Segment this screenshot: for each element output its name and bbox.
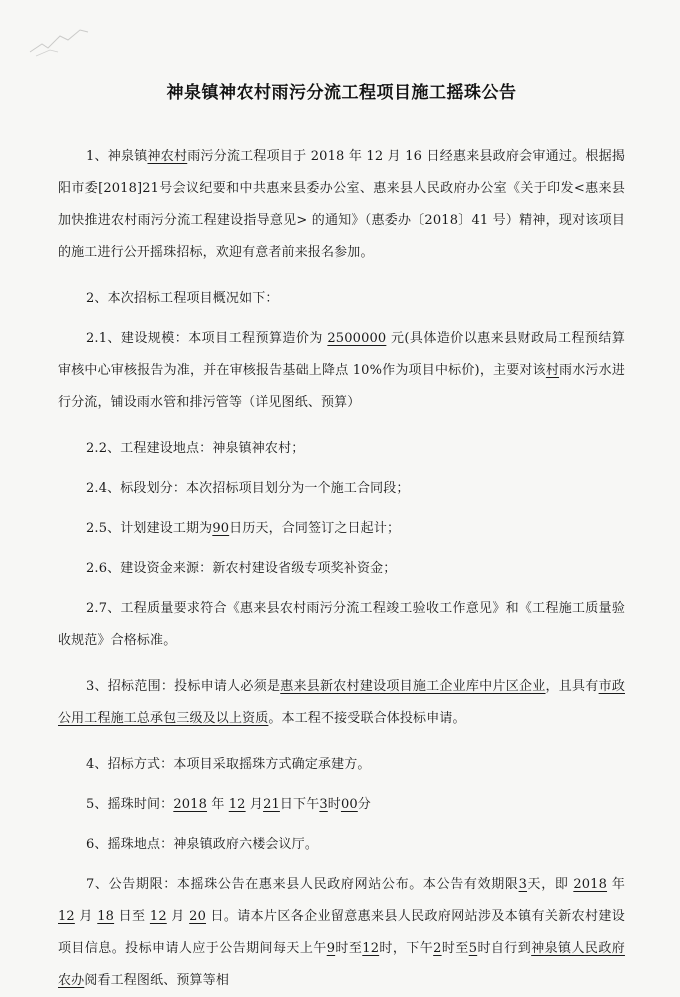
section-6: 6、摇珠地点：神泉镇政府六楼会议厅。 bbox=[86, 837, 318, 852]
scan-artifact-mark bbox=[28, 22, 98, 58]
section-2-4: 2.4、标段划分：本次招标项目划分为一个施工合同段； bbox=[86, 481, 410, 496]
section-2-6: 2.6、建设资金来源：新农村建设省级专项奖补资金； bbox=[86, 561, 397, 576]
notice-body bbox=[58, 141, 625, 997]
section-2-5: 2.5、计划建设工期为90日历天，合同签订之日起计； bbox=[86, 521, 401, 536]
notice-title: 神泉镇神农村雨污分流工程项目施工摇珠公告 bbox=[166, 83, 517, 103]
section-2-1: 2.1、建设规模：本项目工程预算造价为 2500000 元(具体造价以惠来县财政局工程预结算审核中心审核报告为准，并在审核报告基础上降点 10%作为项目中标价)，主要对该村雨水污水进行分流，铺设雨水管和排污管等（详见图纸、预算） bbox=[58, 331, 625, 410]
section-2: 2、本次招标工程项目概况如下： bbox=[86, 291, 279, 306]
section-3: 3、招标范围：投标申请人必须是惠来县新农村建设项目施工企业库中片区企业，且具有市政公用工程施工总承包三级及以上资质。本工程不接受联合体投标申请。 bbox=[58, 679, 625, 726]
section-1: 1、神泉镇神农村雨污分流工程项目于 2018 年 12 月 16 日经惠来县政府会审通过。根据揭阳市委[2018]21号会议纪要和中共惠来县委办公室、惠来县人民政府办公室《关于印发<惠来县加快推进农村雨污分流工程建设指导意见> 的通知》（惠委办〔2018〕41 号）精神，现对该项目的施工进行公开摇珠招标，欢迎有意者前来报名参加。 bbox=[58, 149, 626, 260]
section-7: 7、公告期限：本摇珠公告在惠来县人民政府网站公布。本公告有效期限3天，即 2018 年 12 月 18 日至 12 月 20 日。请本片区各企业留意惠来县人民政府网站涉及本镇有关新农村建设项目信息。投标申请人应于公告期间每天上午9时至12时，下午2时至5时自行到神泉镇人民政府农办阅看工程图纸、预算等相 bbox=[58, 877, 625, 988]
section-2-2: 2.2、工程建设地点：神泉镇神农村； bbox=[86, 441, 305, 456]
section-5: 5、摇珠时间：2018 年 12 月21日下午3时00分 bbox=[86, 797, 371, 812]
section-4: 4、招标方式：本项目采取摇珠方式确定承建方。 bbox=[86, 757, 371, 772]
section-2-7: 2.7、工程质量要求符合《惠来县农村雨污分流工程竣工验收工作意见》和《工程施工质量验收规范》合格标准。 bbox=[58, 601, 625, 648]
